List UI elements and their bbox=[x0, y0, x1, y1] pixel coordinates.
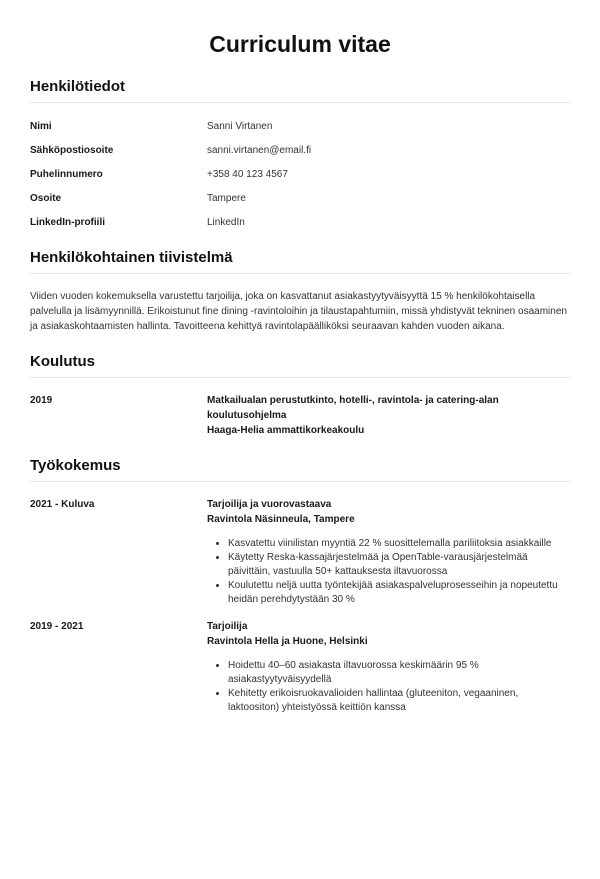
bullet-item: • Kehitetty erikoisruokavalioiden hallintaa (gluteeniton, vegaaninen, laktoositon) yhteistyössä keittiön kanssa bbox=[228, 687, 570, 715]
bullet-item: • Koulutettu neljä uutta työntekijää asiakaspalveluprosesseihin ja nopeutettu heidän perehdytystään 30 % bbox=[228, 579, 570, 607]
job-title: Tarjoilija bbox=[207, 620, 248, 632]
page-title: Curriculum vitae bbox=[209, 31, 391, 57]
job-period: 2021 - Kuluva bbox=[30, 498, 95, 510]
info-row-name bbox=[30, 119, 570, 134]
personal-info-heading: Henkilötiedot bbox=[30, 78, 570, 103]
education-details bbox=[207, 393, 570, 438]
education-entry bbox=[30, 393, 570, 438]
experience-entry-previous bbox=[30, 619, 570, 715]
experience-heading: Työkokemus bbox=[30, 457, 570, 482]
section-experience bbox=[30, 457, 570, 715]
phone-label: Puhelinnumero bbox=[30, 168, 103, 180]
email-label: Sähköpostiosoite bbox=[30, 144, 114, 156]
job-details bbox=[207, 497, 570, 607]
job-bullet-list bbox=[207, 537, 570, 607]
info-row-linkedin bbox=[30, 215, 570, 230]
info-row-address bbox=[30, 191, 570, 206]
personal-info-list bbox=[30, 119, 570, 230]
linkedin-label: LinkedIn-profiili bbox=[30, 216, 105, 228]
name-value: Sanni Virtanen bbox=[207, 120, 273, 132]
education-degree: Matkailualan perustutkinto, hotelli-, ravintola- ja catering-alan koulutusohjelma bbox=[207, 394, 499, 421]
summary-heading: Henkilökohtainen tiivistelmä bbox=[30, 249, 570, 274]
phone-value: +358 40 123 4567 bbox=[207, 168, 288, 180]
job-bullet-list bbox=[207, 659, 570, 715]
bullet-item: • Käytetty Reska-kassajärjestelmää ja OpenTable-varausjärjestelmää päivittäin, vastuulla 50+ kattauksesta iltavuorossa bbox=[228, 551, 570, 579]
education-school: Haaga-Helia ammattikorkeakoulu bbox=[207, 424, 365, 436]
experience-entry-current bbox=[30, 497, 570, 607]
job-period: 2019 - 2021 bbox=[30, 620, 84, 632]
name-label: Nimi bbox=[30, 120, 52, 132]
bullet-item: • Hoidettu 40–60 asiakasta iltavuorossa keskimäärin 95 % asiakastyytyväisyydellä bbox=[228, 659, 570, 687]
email-value: sanni.virtanen@email.fi bbox=[207, 144, 312, 156]
section-personal-info bbox=[30, 78, 570, 230]
section-summary bbox=[30, 249, 570, 334]
job-title: Tarjoilija ja vuorovastaava bbox=[207, 498, 332, 510]
info-row-phone bbox=[30, 167, 570, 182]
cv-page bbox=[0, 31, 600, 879]
job-details bbox=[207, 619, 570, 715]
job-company: Ravintola Hella ja Huone, Helsinki bbox=[207, 635, 368, 647]
education-heading: Koulutus bbox=[30, 353, 570, 378]
bullet-item: • Kasvatettu viinilistan myyntiä 22 % suosittelemalla pariliitoksia asiakkaille bbox=[228, 537, 570, 551]
address-label: Osoite bbox=[30, 192, 62, 204]
address-value: Tampere bbox=[207, 192, 246, 204]
section-education bbox=[30, 353, 570, 438]
education-period: 2019 bbox=[30, 394, 53, 406]
linkedin-value: LinkedIn bbox=[207, 216, 245, 228]
job-company: Ravintola Näsinneula, Tampere bbox=[207, 513, 355, 525]
summary-paragraph: Viiden vuoden kokemuksella varustettu tarjoilija, joka on kasvattanut asiakastyytyväisyyttä 15 % henkilökohtaisella palvelulla ja lisämyynnillä. Erikoistunut fine dining -ravintoloihin ja tilaustapahtumiin, missä yhdistyvät tekninen osaaminen ja asiakaskohtaamisten hallinta. Tavoitteena kehittyä ravintolapäälliköksi seuraavan kahden vuoden aikana. bbox=[30, 290, 567, 332]
info-row-email bbox=[30, 143, 570, 158]
